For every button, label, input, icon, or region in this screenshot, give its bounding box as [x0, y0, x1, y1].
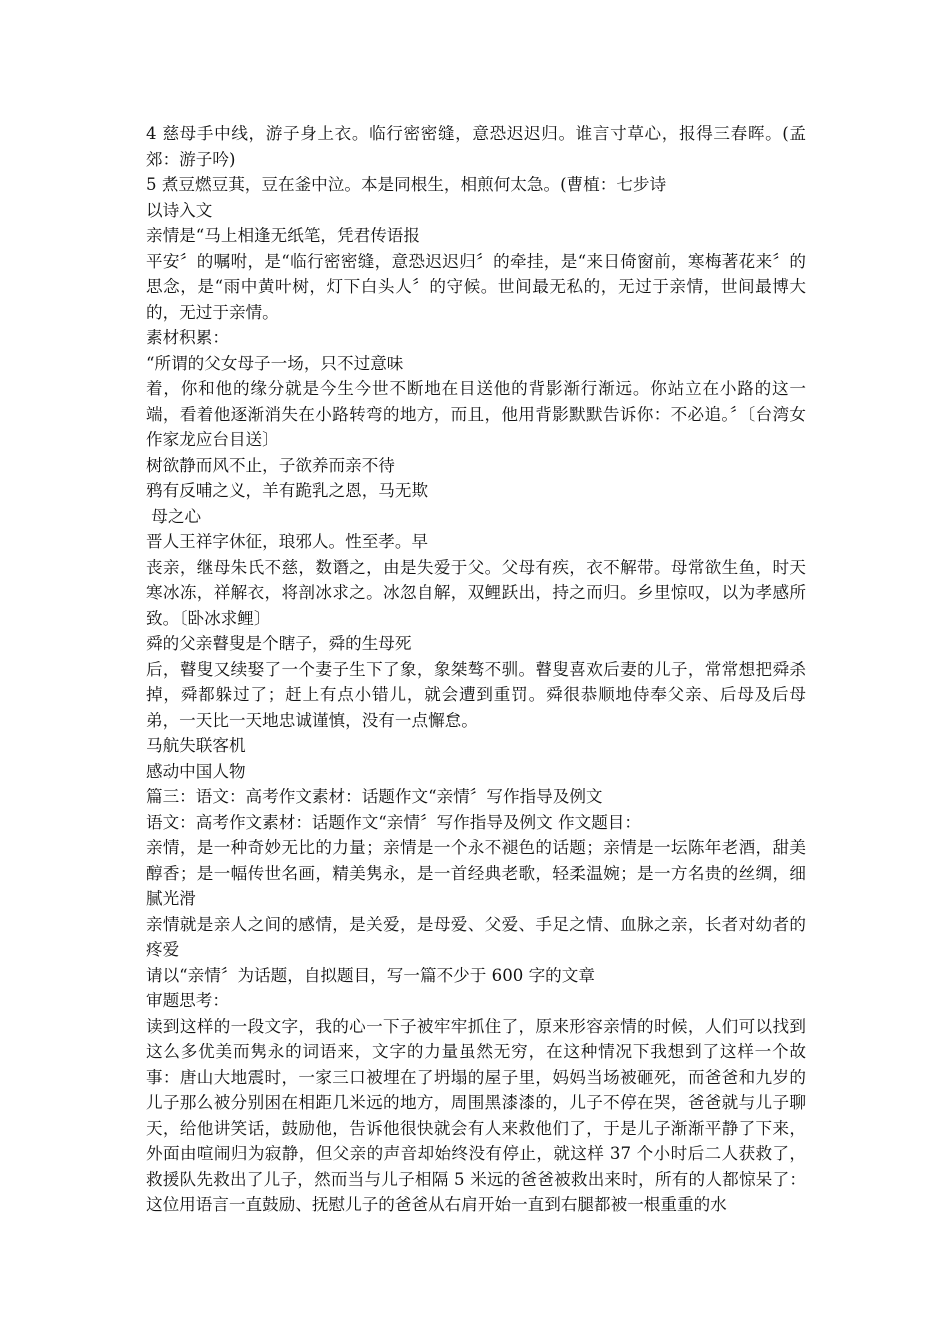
paragraph: 着，你和他的缘分就是今生今世不断地在目送他的背影渐行渐远。你站立在小路的这一端，看着他逐渐消失在小路转弯的地方，而且，他用背影默默告诉你：不必追。〞〔台湾女作家龙应台目送〕	[146, 379, 806, 449]
paragraph: 语文：高考作文素材：话题作文“亲情〞写作指导及例文 作文题目：	[146, 812, 641, 832]
paragraph: 树欲静而风不止，子欲养而亲不待	[146, 455, 395, 475]
paragraph: 5 煮豆燃豆萁，豆在釜中泣。本是同根生，相煎何太急。(曹植：七步诗	[146, 175, 667, 194]
paragraph: 篇三：语文：高考作文素材：话题作文“亲情〞写作指导及例文	[146, 787, 603, 806]
paragraph: 舜的父亲瞽叟是个瞎子，舜的生母死	[146, 634, 412, 653]
paragraph: 母之心	[146, 506, 202, 526]
paragraph: 素材积累：	[146, 328, 229, 347]
document-body	[146, 121, 806, 1218]
paragraph: 4 慈母手中线，游子身上衣。临行密密缝，意恐迟迟归。谁言寸草心，报得三春晖。(孟郊：游子吟)	[146, 124, 806, 169]
paragraph: 读到这样的一段文字，我的心一下子被牢牢抓住了，原来形容亲情的时候，人们可以找到这么多优美而隽永的词语来，文字的力量虽然无穷，在这种情况下我想到了这样一个故事：唐山大地震时，一家三口被埋在了坍塌的屋子里，妈妈当场被砸死，而爸爸和九岁的儿子那么被分别困在相距几米远的地方，周围黑漆漆的，儿子不停在哭，爸爸就与儿子聊天，给他讲笑话，鼓励他，告诉他很快就会有人来救他们了，于是儿子渐渐平静了下来，外面由喧闹归为寂静，但父亲的声音却始终没有停止，就这样 37 个小时后二人获救了，救援队先救出了儿子，然而当与儿子相隔 5 米远的爸爸被救出来时，所有的人都惊呆了：这位用语言一直鼓励、抚慰儿子的爸爸从右肩开始一直到右腿都被一根重重的水	[146, 1016, 806, 1214]
paragraph: 晋人王祥字休征，琅邪人。性至孝。早	[146, 532, 429, 551]
paragraph: 亲情，是一种奇妙无比的力量；亲情是一个永不褪色的话题；亲情是一坛陈年老酒，甜美醇香；是一幅传世名画，精美隽永，是一首经典老歌，轻柔温婉；是一方名贵的丝绸，细腻光滑	[146, 838, 806, 908]
paragraph: 亲情就是亲人之间的感情，是关爱，是母爱、父爱、手足之情、血脉之亲，长者对幼者的疼爱	[146, 914, 806, 959]
paragraph: 马航失联客机	[146, 736, 246, 755]
paragraph: 以诗入文	[146, 200, 213, 220]
paragraph: 感动中国人物	[146, 761, 246, 781]
paragraph: “所谓的父女母子一场，只不过意味	[146, 353, 404, 373]
paragraph: 审题思考：	[146, 991, 229, 1010]
paragraph: 鸦有反哺之义，羊有跪乳之恩，马无欺	[146, 481, 429, 500]
paragraph: 平安〞的嘱咐，是“临行密密缝，意恐迟迟归〞的牵挂，是“来日倚窗前，寒梅著花来〞的思念，是“雨中黄叶树，灯下白头人〞的守候。世间最无私的，无过于亲情，世间最博大的，无过于亲情。	[146, 251, 806, 322]
paragraph: 请以“亲情〞为话题，自拟题目，写一篇不少于 600 字的文章	[146, 965, 595, 985]
paragraph: 后，瞽叟又续娶了一个妻子生下了象，象桀骜不驯。瞽叟喜欢后妻的儿子，常常想把舜杀掉，舜都躲过了；赶上有点小错儿，就会遭到重罚。舜很恭顺地侍奉父亲、后母及后母弟，一天比一天地忠诚谨慎，没有一点懈怠。	[146, 659, 806, 730]
paragraph: 丧亲，继母朱氏不慈，数谮之，由是失爱于父。父母有疾，衣不解带。母常欲生鱼，时天寒冰冻，祥解衣，将剖冰求之。冰忽自解，双鲤跃出，持之而归。乡里惊叹，以为孝感所致。〔卧冰求鲤〕	[146, 557, 806, 628]
paragraph: 亲情是“马上相逢无纸笔，凭君传语报	[146, 226, 420, 245]
